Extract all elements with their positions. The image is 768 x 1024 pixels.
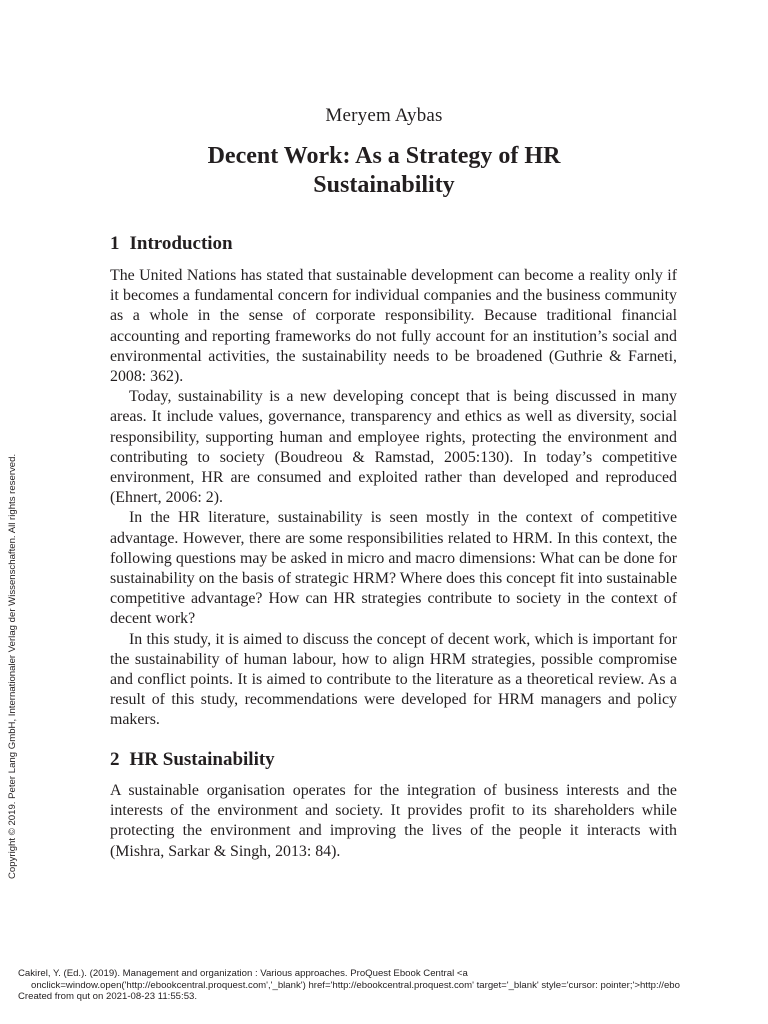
paragraph: The United Nations has stated that sustainable development can become a reality only if it becomes a fundamental concern for individual companies and the business community as a whole in the sense of corporate responsibility. Because traditional financial accounting and reporting frameworks do not fully account for an institution’s social and environmental activities, the sustainability needs to be broadened (Guthrie & Farneti, 2008: 362).: [110, 267, 677, 386]
section-number: 1: [110, 233, 120, 254]
section-title: Introduction: [129, 233, 233, 254]
section-number: 2: [110, 749, 120, 770]
section-body-introduction: [110, 266, 677, 731]
section-heading-hr-sustainability: [110, 749, 275, 771]
paragraph: Today, sustainability is a new developing concept that is being discussed in many areas. It include values, governance, transparency and ethics as well as diversity, social responsibility, supporting human and employee rights, protecting the environment and contributing to society (Boudreou & Ramstad, 2005:130). In today’s competitive environment, HR are consumed and exploited rather than developed and reproduced (Ehnert, 2006: 2).: [110, 388, 677, 507]
copyright-notice: Copyright © 2019. Peter Lang GmbH, Internationaler Verlag der Wissenschaften. All rights reserved.: [7, 453, 18, 879]
citation-footer: [18, 968, 768, 1003]
chapter-title: [120, 142, 648, 200]
chapter-title-line-2: Sustainability: [313, 172, 455, 198]
section-heading-introduction: [110, 233, 233, 255]
author-name: Meryem Aybas: [325, 105, 443, 126]
paragraph: A sustainable organisation operates for the integration of business interests and the interests of the environment and society. It provides profit to its shareholders while protecting the environment and improving the lives of the people it interacts with (Mishra, Sarkar & Singh, 2013: 84).: [110, 782, 677, 860]
paragraph: In this study, it is aimed to discuss the concept of decent work, which is important for the sustainability of human labour, how to align HRM strategies, possible compromise and conflict points. It is aimed to contribute to the literature as a theoretical review. As a result of this study, recommendations were developed for HRM managers and policy makers.: [110, 630, 677, 729]
chapter-title-line-1: Decent Work: As a Strategy of HR: [207, 143, 561, 169]
section-body-hr-sustainability: [110, 781, 677, 862]
created-timestamp: Created from qut on 2021-08-23 11:55:53.: [18, 991, 198, 1002]
citation-link-line[interactable]: onclick=window.open('http://ebookcentral.proquest.com','_blank') href='http://ebookcentral.proquest.com' target='_blank' style='cursor: pointer;'>http://ebo: [31, 979, 680, 991]
citation-line: Cakirel, Y. (Ed.). (2019). Management and organization : Various approaches. ProQuest Ebook Central <a: [18, 968, 468, 979]
section-title: HR Sustainability: [129, 749, 275, 770]
paragraph: In the HR literature, sustainability is seen mostly in the context of competitive advantage. However, there are some responsibilities related to HRM. In this context, the following questions may be asked in micro and macro dimensions: What can be done for sustainability on the basis of strategic HRM? Where does this concept fit into sustainable competitive advantage? How can HR strategies contribute to society in the context of decent work?: [110, 509, 677, 628]
